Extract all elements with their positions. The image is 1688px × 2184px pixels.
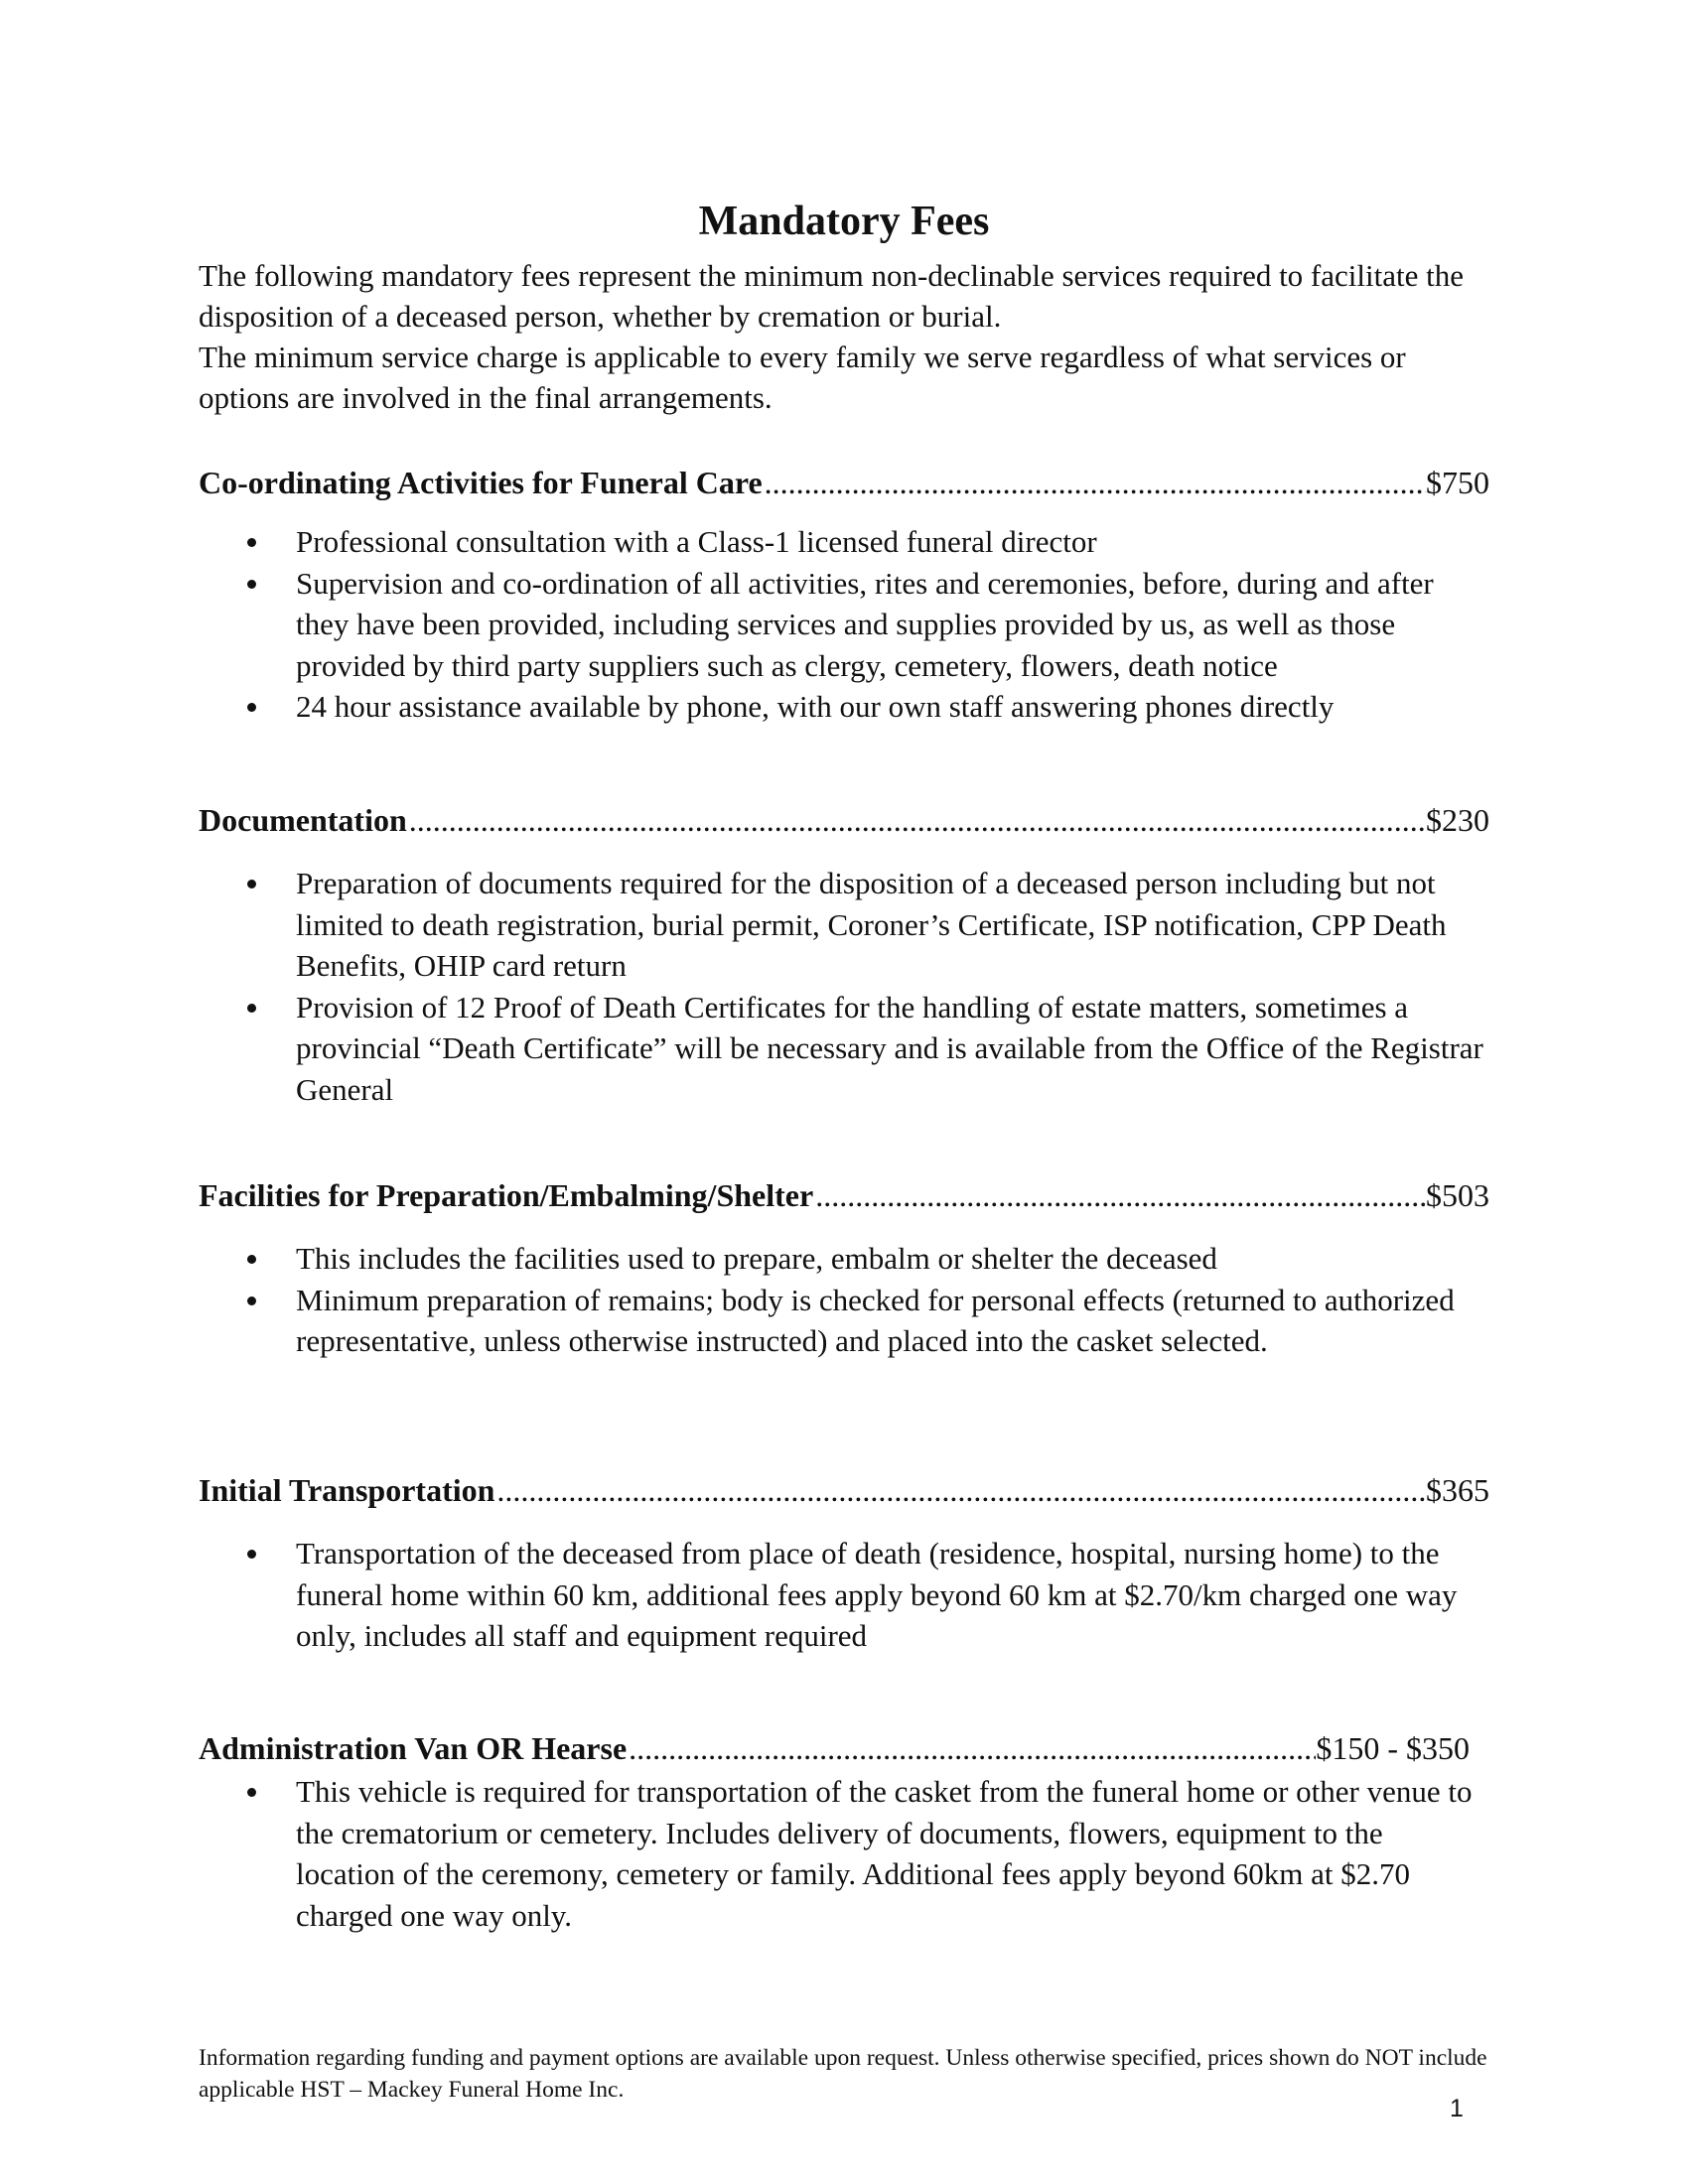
fee-section-transportation xyxy=(199,1469,1489,1657)
list-item-text: Provision of 12 Proof of Death Certificates for the handling of estate matters, sometimes a provincial “Death Certificate” will be necessary and is available from the Office of the Registrar General xyxy=(296,989,1483,1107)
fee-bullet-list xyxy=(199,863,1489,1110)
fee-bullet-list xyxy=(199,1238,1489,1362)
list-item-text: This vehicle is required for transportation of the casket from the funeral home or other venue to the crematorium or cemetery. Includes delivery of documents, flowers, equipment to the location of the ceremony, cemetery or family. Additional fees apply beyond 60km at $2.70 charged one way only. xyxy=(296,1774,1473,1933)
dot-leader xyxy=(494,1469,1426,1511)
fee-section-documentation xyxy=(199,799,1489,1110)
footer-note: Information regarding funding and payment options are available upon request. Unless otherwise specified, prices shown do NOT include applicable HST – Mackey Funeral Home Inc. xyxy=(199,2045,1487,2103)
fee-title: Co-ordinating Activities for Funeral Care xyxy=(199,465,763,500)
intro-paragraph: The following mandatory fees represent the minimum non-declinable services required to facilitate the disposition of a deceased person, whether by cremation or burial. xyxy=(199,258,1464,334)
bullet-icon xyxy=(247,1004,256,1013)
fee-heading xyxy=(199,1174,1489,1216)
bullet-icon xyxy=(247,1255,256,1264)
fee-price: $503 xyxy=(1426,1177,1489,1213)
bullet-icon xyxy=(247,1550,256,1559)
fee-title: Facilities for Preparation/Embalming/Shelter xyxy=(199,1177,814,1213)
intro-text xyxy=(199,255,1489,418)
dot-leader xyxy=(763,462,1426,503)
fee-section-van-hearse xyxy=(199,1727,1473,1936)
dot-leader xyxy=(407,799,1426,841)
list-item-text: Minimum preparation of remains; body is checked for personal effects (returned to authorized representative, unless otherwise instructed) and placed into the casket selected. xyxy=(296,1282,1455,1358)
fee-heading xyxy=(199,1727,1470,1769)
fee-bullet-list xyxy=(199,1533,1489,1657)
fee-heading xyxy=(199,1469,1489,1511)
dot-leader xyxy=(813,1174,1426,1216)
bullet-icon xyxy=(247,580,256,589)
bullet-icon xyxy=(247,880,256,888)
fee-section-coordinating xyxy=(199,462,1489,728)
bullet-icon xyxy=(247,1297,256,1305)
bullet-icon xyxy=(247,1788,256,1797)
fee-heading xyxy=(199,462,1489,503)
list-item xyxy=(199,521,1489,563)
page-number: 1 xyxy=(1450,2095,1464,2122)
list-item xyxy=(199,1771,1489,1936)
bullet-icon xyxy=(247,538,256,547)
list-item xyxy=(199,987,1489,1111)
bullet-icon xyxy=(247,703,256,712)
fee-price: $150 - $350 xyxy=(1316,1730,1470,1766)
fee-title: Documentation xyxy=(199,802,407,838)
fee-price: $365 xyxy=(1426,1472,1489,1508)
list-item-text: Transportation of the deceased from place of death (residence, hospital, nursing home) to the funeral home within 60 km, additional fees apply beyond 60 km at $2.70/km charged one way only, includes all staff and equipment required xyxy=(296,1536,1458,1653)
fee-title: Administration Van OR Hearse xyxy=(199,1730,628,1766)
list-item xyxy=(199,1533,1489,1657)
fee-heading xyxy=(199,799,1489,841)
fee-price: $750 xyxy=(1426,465,1489,500)
list-item xyxy=(199,686,1489,728)
page-title: Mandatory Fees xyxy=(698,199,990,244)
fee-section-facilities xyxy=(199,1174,1489,1362)
fee-bullet-list xyxy=(199,1771,1489,1936)
list-item xyxy=(199,863,1489,987)
fee-bullet-list xyxy=(199,521,1489,728)
fee-price: $230 xyxy=(1426,802,1489,838)
list-item-text: 24 hour assistance available by phone, with our own staff answering phones directly xyxy=(296,689,1335,724)
list-item xyxy=(199,1280,1489,1362)
dot-leader xyxy=(627,1727,1316,1769)
list-item xyxy=(199,1238,1489,1280)
list-item-text: Supervision and co-ordination of all activities, rites and ceremonies, before, during and after they have been provided, including services and supplies provided by us, as well as those provided by third party suppliers such as clergy, cemetery, flowers, death notice xyxy=(296,565,1434,683)
list-item xyxy=(199,563,1489,687)
intro-paragraph: The minimum service charge is applicable to every family we serve regardless of what services or options are involved in the final arrangements. xyxy=(199,340,1406,415)
list-item-text: Professional consultation with a Class-1 licensed funeral director xyxy=(296,524,1097,559)
list-item-text: Preparation of documents required for the disposition of a deceased person including but not limited to death registration, burial permit, Coroner’s Certificate, ISP notification, CPP Death Benefits, OHIP card return xyxy=(296,866,1447,983)
fee-title: Initial Transportation xyxy=(199,1472,495,1508)
list-item-text: This includes the facilities used to prepare, embalm or shelter the deceased xyxy=(296,1241,1217,1276)
